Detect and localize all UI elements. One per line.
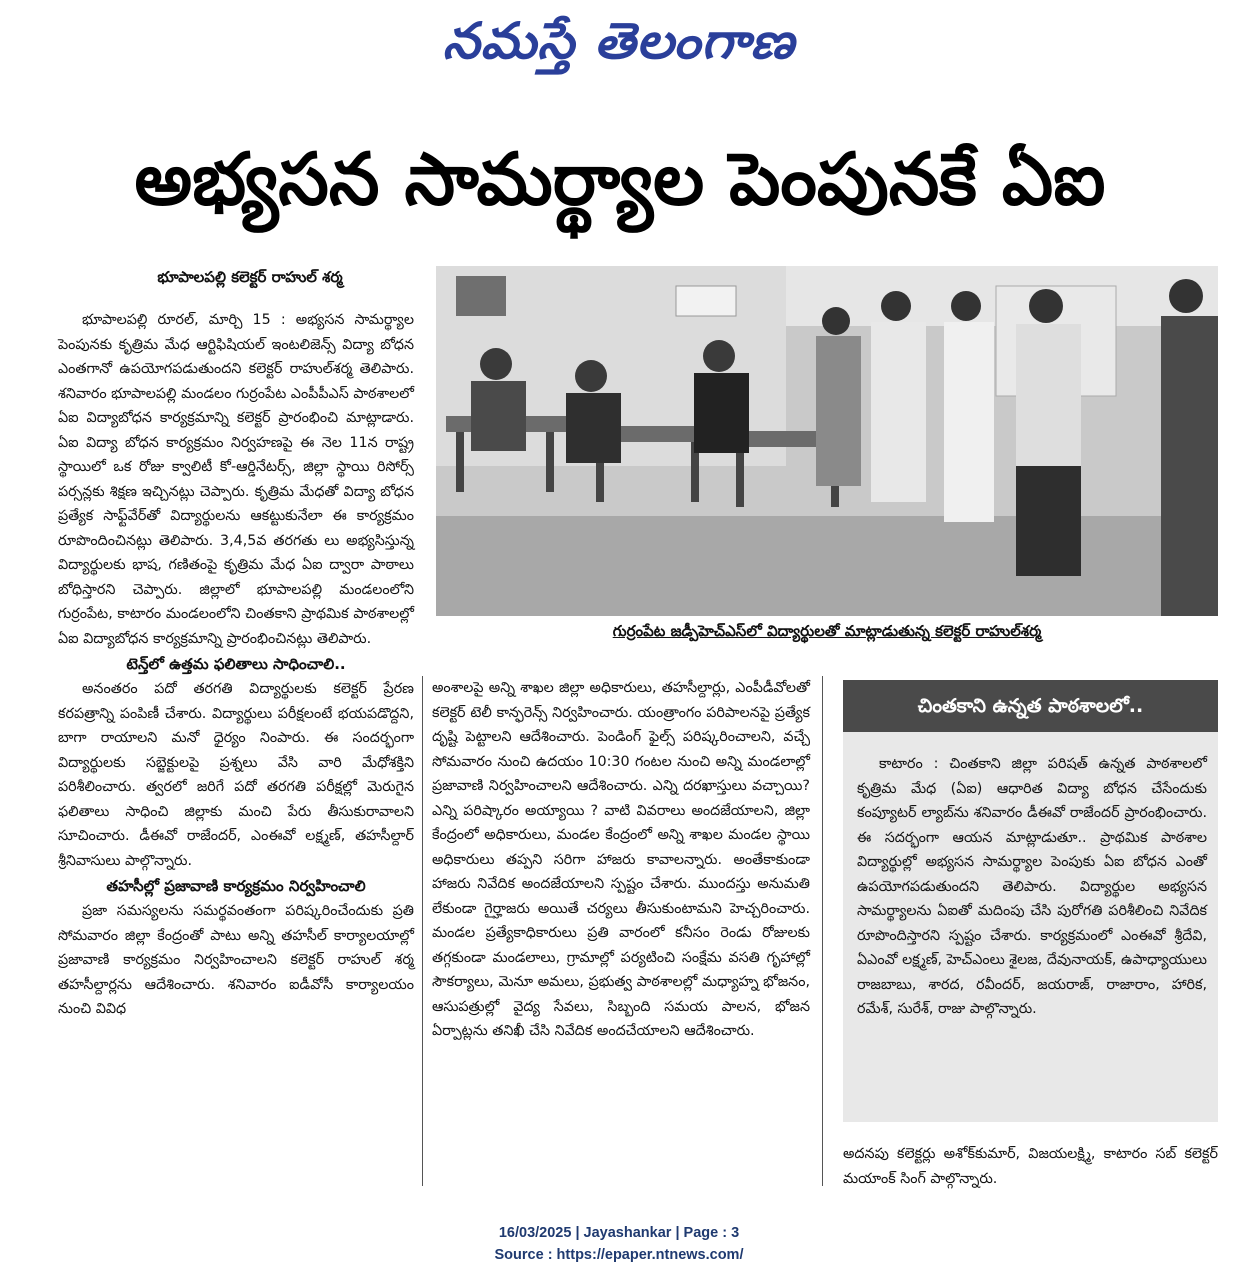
article-paragraph: అంశాలపై అన్ని శాఖల జిల్లా అధికారులు, తహసీల్దార్లు, ఎంపీడీవోలతో కలెక్టర్ టెలీ కాన్ఫరెన్స్ నిర్వహించారు. యంత్రాంగం పరిపాలనపై ప్రత్యేక దృష్టి పెట్టాలని ఆదేశించారు. పెండింగ్ ఫైల్స్ పరిష్కరించాలని, వచ్చే సోమవారం నుంచి ఉదయం 10:30 గంటల నుంచి అన్ని మండలాల్లో ప్రజావాణి నిర్వహించాలని ఆదేశించారు. ఎన్ని దరఖాస్తులు వచ్చాయి? ఎన్ని పరిష్కారం అయ్యాయి ? వాటి వివరాలు అందజేయాలని, జిల్లా కేంద్రంలో అధికారులు, మండల కేంద్రంలో అన్ని శాఖల మండల స్థాయి అధికారులు తప్పని సరిగా హాజరు కావాలన్నారు. అంతేకాకుండా హాజరు నివేదిక అందజేయాలని స్పష్టం చేశారు. ముందస్తు అనుమతి లేకుండా గైర్హాజరు అయితే చర్యలు తీసుకుంటామని హెచ్చరించారు. మండల ప్రత్యేకాధికారులు ప్రతి వారంలో కనీసం రెండు రోజులకు తగ్గకుండా మండలాలు, గ్రామాల్లో పర్యటించి సంక్షేమ వసతి గృహాల్లో సౌకర్యాలు, మెనూ అమలు, ప్రభుత్వ పాఠశాలల్లో మధ్యాహ్న భోజనం, ఆసుపత్రుల్లో వైద్య సేవలు, సిబ్బంది సమయ పాలన, భోజన ఏర్పాట్లను తనిఖీ చేసి నివేదిక అందచేయాలని ఆదేశించారు. <box>432 680 810 1039</box>
article-column-2 <box>432 676 810 1044</box>
article-paragraph: ప్రజా సమస్యలను సమర్థవంతంగా పరిష్కరించేందుకు ప్రతి సోమవారం జిల్లా కేంద్రంతో పాటు అన్ని తహసీల్ కార్యాలయాల్లో ప్రజావాణి కార్యక్రమం నిర్వహించాలని కలెక్టర్ రాహుల్ శర్మ తహసీల్దార్లను ఆదేశించారు. శనివారం ఐడీవోసీ కార్యాలయం నుంచి వివిధ <box>58 903 414 1017</box>
subheading: టెన్త్‌లో ఉత్తమ ఫలితాలు సాధించాలి.. <box>126 655 346 673</box>
article-paragraph: భూపాలపల్లి రూరల్, మార్చి 15 : అభ్యసన సామర్థ్యాల పెంపునకు కృత్రిమ మేధ ఆర్టిఫిషియల్ ఇంటలిజెన్స్ విద్యా బోధన ఎంతగానో ఉపయోగపడుతుందని కలెక్టర్ రాహుల్‌శర్మ తెలిపారు. శనివారం భూపాలపల్లి మండలం గుర్రంపేట ఎంపీపీఎస్ పాఠశాలలో ఏఐ విద్యాబోధన కార్యక్రమాన్ని కలెక్టర్ ప్రారంభించి మాట్లాడారు. ఏఐ విద్యా బోధన కార్యక్రమం నిర్వహణపై ఈ నెల 11న రాష్ట్ర స్థాయిలో ఒక రోజు క్వాలిటీ కో-ఆర్డినేటర్స్, జిల్లా స్థాయి రిసోర్స్ పర్సన్లకు శిక్షణ ఇచ్చినట్లు చెప్పారు. కృత్రిమ మేధతో విద్యా బోధన ప్రత్యేక సాఫ్ట్‌వేర్‌తో విద్యార్థులను ఆకట్టుకునేలా ఈ కార్యక్రమం రూపొందించినట్లు తెలిపారు. 3,4,5వ తరగతు లు అభ్యసిస్తున్న విద్యార్థులకు భాష, గణితంపై కృత్రిమ మేధ ఏఐ ద్వారా పాఠాలు బోధిస్తారని చెప్పారు. జిల్లాలో భూపాలపల్లి మండలంలోని గుర్రంపేట, కాటారం మండలంలోని చింతకాని ప్రాథమిక పాఠశాలల్లో ఏఐ విద్యాబోధన కార్యక్రమాన్ని ప్రారంభించినట్లు తెలిపారు. <box>58 312 414 647</box>
article-column-3-continued <box>843 1142 1218 1191</box>
subheading: తహసీల్లో ప్రజావాణి కార్యక్రమం నిర్వహించాలి <box>106 877 366 895</box>
sidebar-box-title: చింతకాని ఉన్నత పాఠశాలలో.. <box>843 680 1218 732</box>
sidebar-box <box>843 680 1218 1122</box>
byline: భూపాలపల్లి కలెక్టర్ రాహుల్ శర్మ <box>157 268 343 286</box>
article-paragraph: అదనపు కలెక్టర్లు అశోక్‌కుమార్, విజయలక్ష్మి, కాటారం సబ్ కలెక్టర్ మయాంక్ సింగ్ పాల్గొన్నారు. <box>843 1146 1218 1187</box>
masthead <box>0 4 1238 78</box>
article-paragraph: కాటారం : చింతకాని జిల్లా పరిషత్ ఉన్నత పాఠశాలలో కృత్రిమ మేధ (ఏఐ) ఆధారిత విద్యా బోధన చేసేందుకు కంప్యూటర్ ల్యాబ్‌ను శనివారం డీఈవో రాజేందర్ ప్రారంభించారు. ఈ సదర్భంగా ఆయన మాట్లాడుతూ.. ప్రాథమిక పాఠశాల విద్యార్థుల్లో అభ్యసన సామర్థ్యాల పెంపుకు ఏఐ బోధన ఎంతో ఉపయోగపడుతుందని తెలిపారు. విద్యార్థుల అభ్యసన సామర్థ్యాలను ఏఐతో మదింపు చేసి పురోగతి పరిశీలించి నివేదిక రూపొందిస్తారని స్పష్టం చేశారు. కార్యక్రమంలో ఎంఈవో శ్రీదేవి, ఏఎంవో లక్ష్మణ్, హెచ్ఎంలు శైలజ, దేవునాయక్, ఉపాధ్యాయులు రాజబాబు, శారద, రవీందర్, జయరాజ్, రాజారాం, హారిక, రమేశ్, సురేశ్, రాజు పాల్గొన్నారు. <box>857 756 1207 1017</box>
page-footer <box>0 1222 1238 1266</box>
footer-source: Source : https://epaper.ntnews.com/ <box>494 1247 744 1263</box>
newspaper-logo: నమస్తే తెలంగాణ <box>442 11 796 70</box>
sidebar-box-body <box>857 752 1207 1022</box>
headline: అభ్యసన సామర్థ్యాల పెంపునకే ఏఐ <box>134 137 1106 221</box>
article-paragraph: అనంతరం పదో తరగతి విద్యార్థులకు కలెక్టర్ ప్రేరణ కరపత్రాన్ని పంపిణీ చేశారు. విద్యార్థులు పరీక్షలంటే భయపడొద్దని, బాగా రాయాలని మనో ధైర్యం నింపారు. ఈ సందర్భంగా విద్యార్థులకు సబ్జెక్టులపై ప్రశ్నలు వేసి వారి మేధోశక్తిని పరిశీలించారు. త్వరలో జరిగే పదో తరగతి పరీక్షల్లో మెరుగైన ఫలితాలు సాధించి జిల్లాకు మంచి పేరు తీసుకురావాలని సూచించారు. డీఈవో రాజేందర్, ఎంఈవో లక్ష్మణ్, తహసీల్దార్ శ్రీనివాసులు పాల్గొన్నారు. <box>58 681 414 869</box>
column-divider <box>822 676 823 1186</box>
news-photo <box>436 266 1218 616</box>
photo-caption: గుర్రంపేట జడ్పీహెచ్ఎస్‌లో విద్యార్థులతో మాట్లాడుతున్న కలెక్టర్ రాహుల్‌శర్మ <box>612 622 1042 640</box>
article-column-1 <box>58 308 414 1022</box>
footer-date-page: 16/03/2025 | Jayashankar | Page : 3 <box>498 1225 740 1241</box>
classroom-photo-illustration <box>436 266 1218 616</box>
column-divider <box>422 676 423 1186</box>
